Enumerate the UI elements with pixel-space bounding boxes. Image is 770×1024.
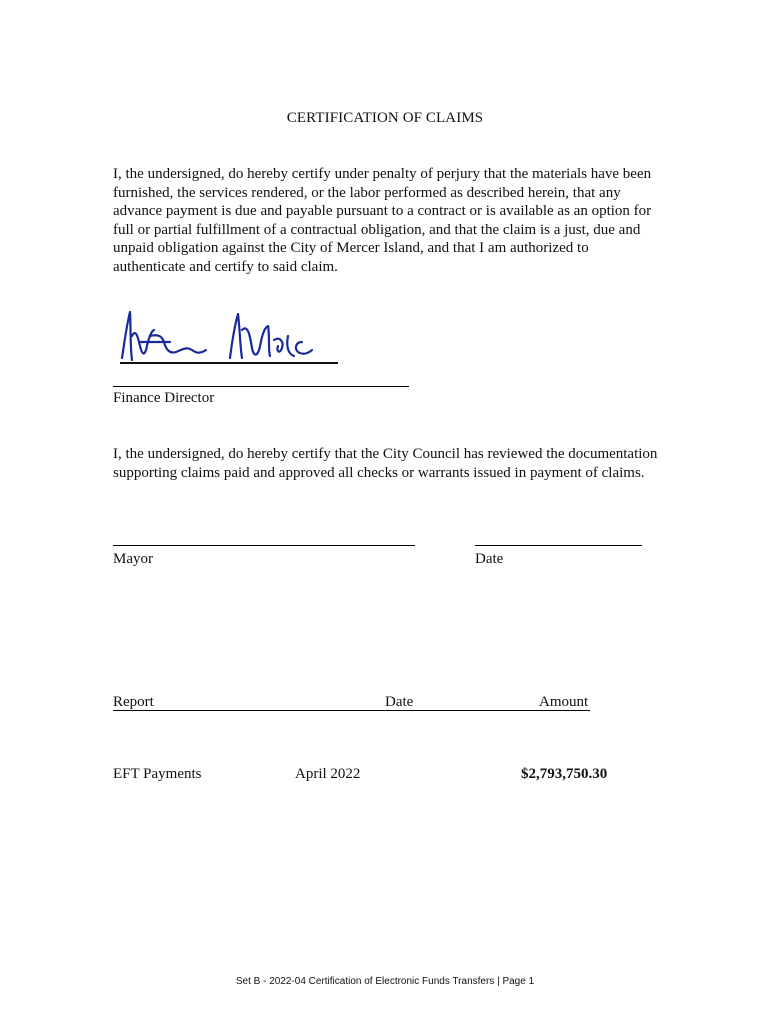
date-header: Date — [385, 694, 414, 710]
certification-paragraph-finance — [113, 165, 661, 277]
page-footer: Set B - 2022-04 Certification of Electronic Funds Transfers | Page 1 — [235, 976, 535, 987]
certification-paragraph-council — [113, 445, 661, 482]
amount-header: Amount — [539, 694, 589, 710]
report-date-cell: April 2022 — [295, 766, 361, 782]
date-label: Date — [475, 551, 504, 567]
finance-director-label: Finance Director — [113, 390, 215, 406]
document-title: CERTIFICATION OF CLAIMS — [286, 110, 484, 126]
paragraph-text: I, the undersigned, do hereby certify under penalty of perjury that the materials have been furnished, the services rendered, or the labor performed as described herein, that any advance payment is due and payable pursuant to a contract or is available as an option for full or partial fulfillment of a contractual obligation, and that the claim is a just, due and unpaid obligation against the City of Mercer Island, and that I am authorized to authenticate and certify to said claim. — [113, 166, 652, 275]
finance-director-signature-line — [113, 386, 409, 387]
report-amount-cell: $2,793,750.30 — [521, 766, 608, 782]
mayor-label: Mayor — [113, 551, 153, 567]
paragraph-text: I, the undersigned, do hereby certify that the City Council has reviewed the documentation supporting claims paid and approved all checks or warrants issued in payment of claims. — [113, 446, 658, 481]
mayor-signature-line — [113, 545, 415, 546]
signature-underline — [120, 362, 338, 364]
report-header: Report — [113, 694, 154, 710]
report-name-cell: EFT Payments — [113, 766, 202, 782]
finance-director-signature — [110, 306, 350, 370]
date-signature-line — [475, 545, 642, 546]
report-header-underline — [113, 710, 590, 711]
